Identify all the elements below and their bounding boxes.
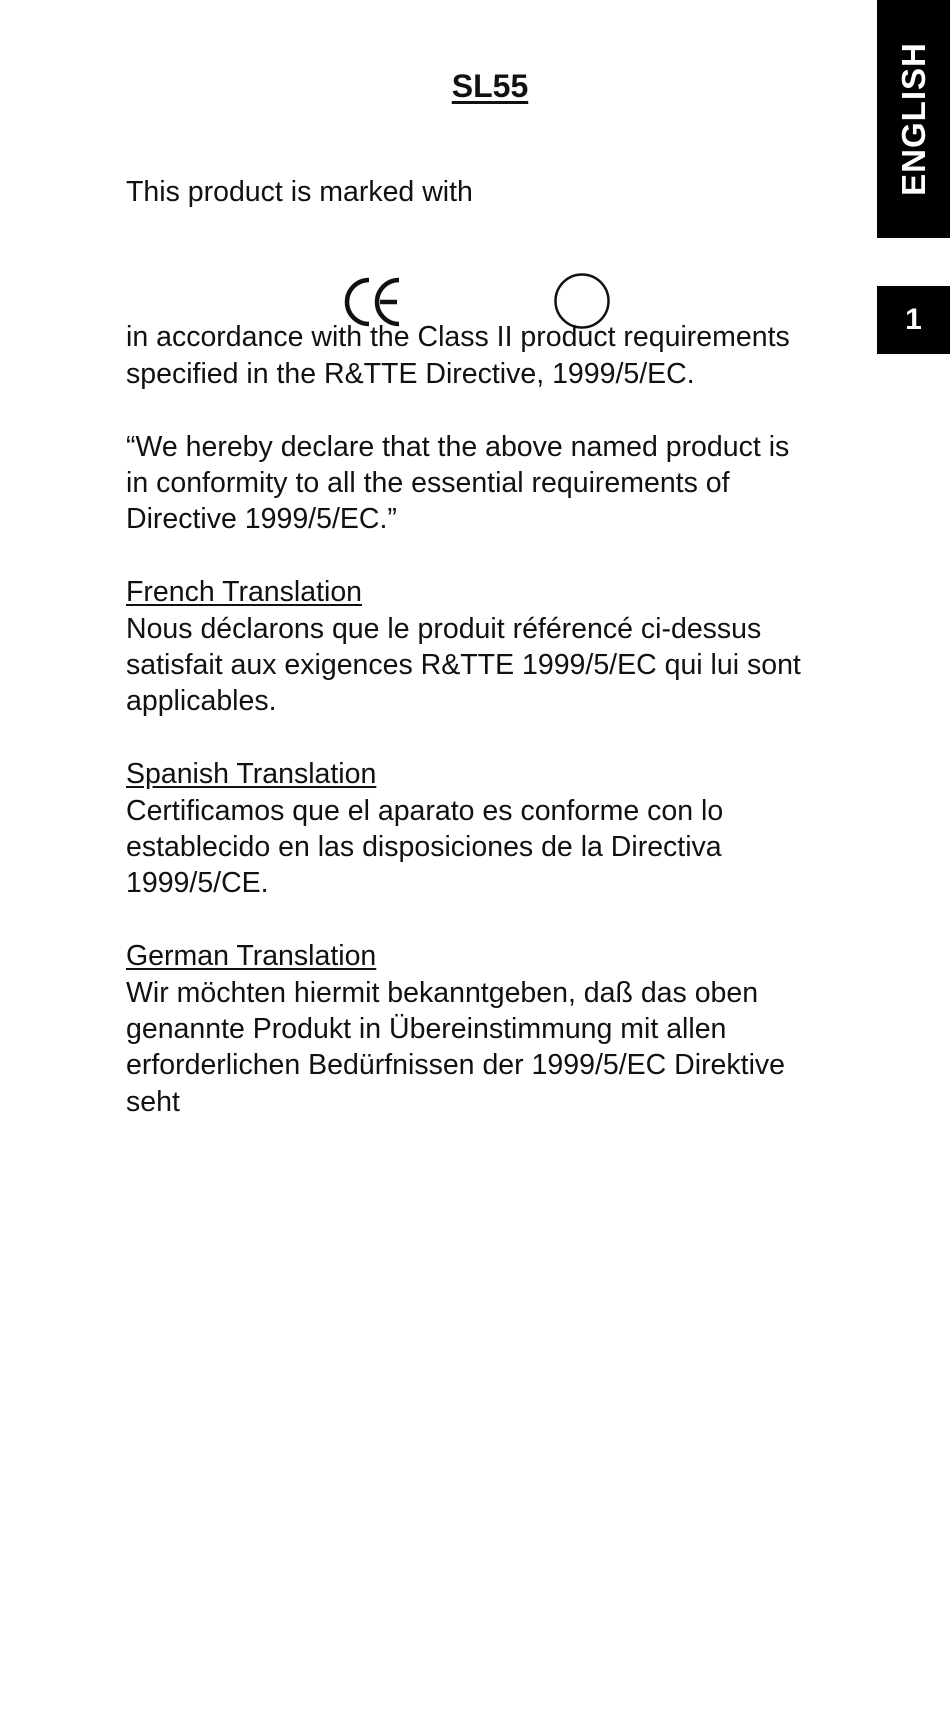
- page-number-tab: [877, 286, 950, 354]
- german-translation-line: erforderlichen Bedürfnissen der 1999/5/EC Direktive: [126, 1049, 786, 1082]
- alert-circle-mark-icon: [553, 272, 611, 330]
- declaration-line: in conformity to all the essential requirements of: [126, 467, 730, 500]
- german-translation-line: Wir möchten hiermit bekanntgeben, daß das oben: [126, 976, 759, 1009]
- requirements-line: in accordance with the Class II product requirements: [126, 321, 790, 354]
- declaration-line: “We hereby declare that the above named product is: [126, 430, 790, 463]
- ce-mark-icon: [344, 276, 404, 328]
- spanish-translation-line: 1999/5/CE.: [126, 867, 269, 900]
- spanish-translation-line: Certificamos que el aparato es conforme con lo: [126, 794, 724, 827]
- language-tab: [877, 0, 950, 238]
- german-translation-heading: German Translation: [126, 940, 377, 973]
- spanish-translation-section: [126, 756, 866, 902]
- page-number: 1: [905, 303, 922, 336]
- language-tab-label: ENGLISH: [894, 42, 932, 196]
- declaration-paragraph: [126, 429, 866, 538]
- french-translation-section: [126, 574, 866, 720]
- requirements-paragraph: [126, 319, 866, 392]
- declaration-line: Directive 1999/5/EC.”: [126, 503, 397, 536]
- french-translation-line: satisfait aux exigences R&TTE 1999/5/EC qui lui sont: [126, 649, 801, 682]
- page-title: SL55: [451, 68, 529, 104]
- requirements-line: specified in the R&TTE Directive, 1999/5/EC.: [126, 357, 695, 390]
- spanish-translation-heading: Spanish Translation: [126, 758, 377, 791]
- certification-marks: [126, 210, 866, 319]
- french-translation-line: applicables.: [126, 685, 277, 718]
- spanish-translation-line: establecido en las disposiciones de la Directiva: [126, 831, 722, 864]
- french-translation-heading: French Translation: [126, 576, 363, 609]
- intro-text: This product is marked with: [126, 176, 473, 208]
- german-translation-section: [126, 938, 866, 1120]
- declaration-content: [126, 174, 866, 1120]
- german-translation-line: genannte Produkt in Übereinstimmung mit allen: [126, 1013, 727, 1046]
- german-translation-line: seht: [126, 1085, 180, 1118]
- french-translation-line: Nous déclarons que le produit référencé ci-dessus: [126, 612, 762, 645]
